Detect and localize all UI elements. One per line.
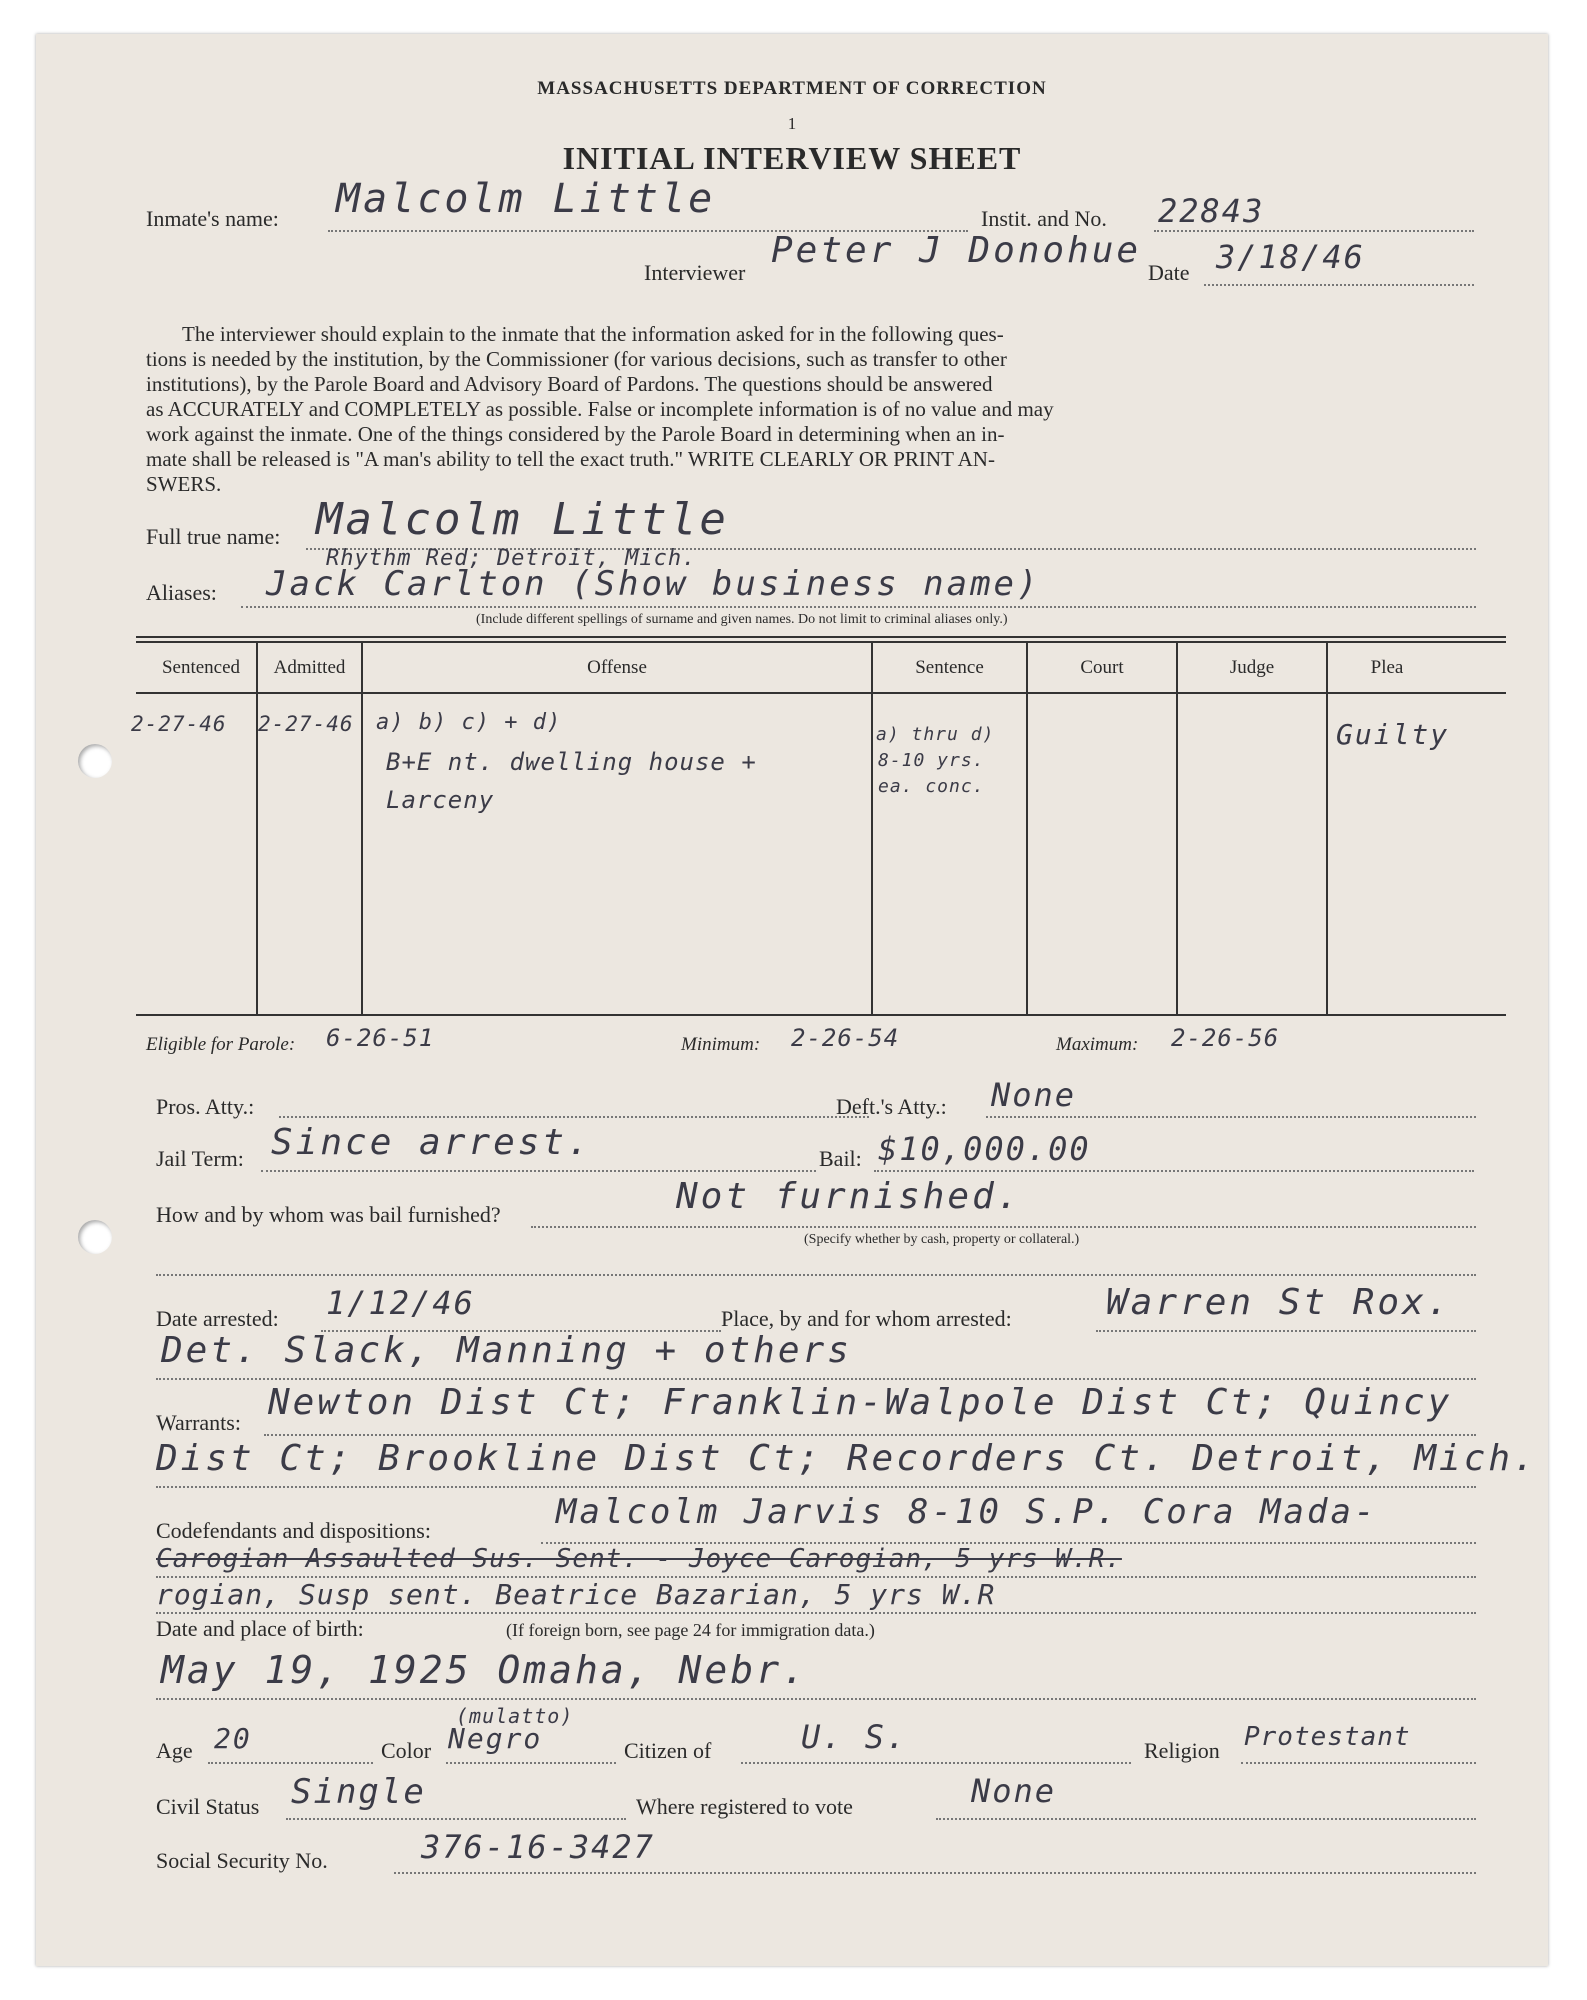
admitted-value: 2-27-46: [258, 712, 354, 736]
inmate-name-value: Malcolm Little: [336, 176, 716, 222]
vote-value: None: [971, 1772, 1057, 1810]
warrants-line-2: [156, 1486, 1476, 1488]
instit-line: [1154, 230, 1474, 232]
table-top-border-double: [136, 641, 1506, 643]
bail-furnished-label: How and by whom was bail furnished?: [156, 1202, 501, 1227]
defts-atty-line: [986, 1116, 1476, 1118]
date-label: Date: [1148, 260, 1190, 285]
page-number: 1: [787, 114, 797, 133]
place-arrested-line: [1096, 1330, 1476, 1332]
instructions-line: The interviewer should explain to the inmate that the information asked for in the following ques-: [182, 322, 1004, 346]
minimum-value: 2-26-54: [791, 1024, 900, 1052]
sentenced-value: 2-27-46: [131, 712, 227, 736]
codefendants-line-3: [156, 1612, 1476, 1614]
sentence-value-line1: a) thru d): [876, 724, 995, 745]
color-value: Negro: [448, 1722, 543, 1755]
col-divider-4: [1026, 642, 1028, 1014]
col-header-sentence: Sentence: [915, 657, 984, 678]
eligible-parole-value: 6-26-51: [326, 1024, 435, 1052]
age-value: 20: [214, 1722, 252, 1755]
pros-atty-label: Pros. Atty.:: [156, 1094, 255, 1119]
sentence-value-line2: 8-10 yrs.: [878, 750, 985, 771]
maximum-label: Maximum:: [1056, 1034, 1139, 1055]
aliases-value-line2: Jack Carlton (Show business name): [266, 564, 1041, 604]
date-line: [1204, 284, 1474, 286]
ssn-value: 376-16-3427: [421, 1828, 655, 1866]
minimum-label: Minimum:: [681, 1034, 761, 1055]
jail-term-line: [261, 1170, 816, 1172]
punch-hole-bottom: [78, 1220, 112, 1254]
offense-value-line2: B+E nt. dwelling house +: [386, 748, 757, 776]
maximum-value: 2-26-56: [1171, 1024, 1280, 1052]
vote-line: [936, 1818, 1476, 1820]
form-title: INITIAL INTERVIEW SHEET: [562, 140, 1022, 176]
ssn-line: [394, 1872, 1476, 1874]
aliases-line: [241, 606, 1476, 608]
age-label: Age: [156, 1738, 193, 1763]
citizen-line: [741, 1762, 1131, 1764]
col-divider-5: [1176, 642, 1178, 1014]
warrants-value-1: Newton Dist Ct; Franklin-Walpole Dist Ct; Quincy: [268, 1382, 1453, 1423]
religion-value: Protestant: [1244, 1722, 1411, 1752]
full-name-value: Malcolm Little: [316, 494, 729, 545]
full-name-label: Full true name:: [146, 524, 281, 549]
date-arrested-label: Date arrested:: [156, 1306, 279, 1331]
table-bottom-border: [136, 1014, 1506, 1016]
instructions-paragraph: [146, 322, 1486, 497]
col-header-offense: Offense: [587, 657, 647, 678]
jail-term-label: Jail Term:: [156, 1146, 244, 1171]
col-header-court: Court: [1080, 657, 1124, 678]
civil-status-line: [286, 1818, 626, 1820]
place-arrested-value-2: Det. Slack, Manning + others: [161, 1330, 852, 1371]
bail-furnished-line-2: [156, 1274, 1476, 1276]
instit-label: Instit. and No.: [981, 206, 1107, 231]
aliases-value-line1: Rhythm Red; Detroit, Mich.: [326, 546, 697, 571]
defts-atty-label: Deft.'s Atty.:: [836, 1094, 947, 1119]
instructions-line: institutions), by the Parole Board and Advisory Board of Pardons. The questions should be answered: [146, 372, 993, 396]
bail-value: $10,000.00: [878, 1130, 1091, 1168]
place-arrested-line-2: [156, 1378, 1476, 1380]
warrants-value-2: Dist Ct; Brookline Dist Ct; Recorders Ct. Detroit, Mich.: [156, 1438, 1538, 1479]
interviewer-label: Interviewer: [644, 260, 746, 285]
place-arrested-label: Place, by and for whom arrested:: [721, 1306, 1012, 1331]
inmate-name-label: Inmate's name:: [146, 206, 279, 231]
pros-atty-line: [279, 1116, 869, 1118]
age-line: [208, 1762, 373, 1764]
bail-furnished-value: Not furnished.: [676, 1176, 1022, 1217]
col-header-admitted: Admitted: [273, 657, 346, 678]
bail-line: [874, 1170, 1474, 1172]
col-divider-1: [256, 642, 258, 1014]
bail-furnished-note: (Specify whether by cash, property or collateral.): [804, 1232, 1080, 1247]
citizen-value: U. S.: [801, 1718, 908, 1756]
col-header-judge: Judge: [1229, 657, 1275, 678]
warrants-label: Warrants:: [156, 1410, 241, 1435]
col-divider-6: [1326, 642, 1328, 1014]
civil-status-value: Single: [291, 1772, 426, 1812]
aliases-note: (Include different spellings of surname and given names. Do not limit to criminal aliases only.): [476, 612, 1008, 627]
civil-status-label: Civil Status: [156, 1794, 260, 1819]
offense-value-line3: Larceny: [386, 786, 495, 814]
color-line: [446, 1762, 616, 1764]
instructions-line: mate shall be released is "A man's ability to tell the exact truth." WRITE CLEARLY OR PRINT AN-: [146, 447, 995, 471]
eligible-parole-label: Eligible for Parole:: [146, 1034, 296, 1055]
col-header-sentenced: Sentenced: [161, 657, 241, 678]
interviewer-signature: Peter J Donohue: [771, 230, 1142, 271]
col-divider-2: [361, 642, 363, 1014]
place-arrested-value-1: Warren St Rox.: [1106, 1282, 1452, 1323]
bail-label: Bail:: [819, 1146, 862, 1171]
codefendants-value-2: Carogian Assaulted Sus. Sent. - Joyce Carogian, 5 yrs W.R.: [156, 1544, 1122, 1574]
birth-line: [156, 1698, 1476, 1700]
vote-label: Where registered to vote: [636, 1794, 853, 1819]
bail-furnished-line: [531, 1226, 1476, 1228]
col-header-plea: Plea: [1370, 657, 1404, 678]
instructions-line: as ACCURATELY and COMPLETELY as possible. False or incomplete information is of no value and may: [146, 397, 1054, 421]
religion-line: [1241, 1762, 1476, 1764]
department-heading: MASSACHUSETTS DEPARTMENT OF CORRECTION: [537, 78, 1047, 99]
birth-note: (If foreign born, see page 24 for immigration data.): [506, 1620, 875, 1640]
codefendants-value-3: rogian, Susp sent. Beatrice Bazarian, 5 yrs W.R: [156, 1578, 996, 1611]
ssn-label: Social Security No.: [156, 1848, 328, 1873]
date-value: 3/18/46: [1216, 238, 1365, 276]
color-label: Color: [381, 1738, 432, 1763]
table-top-border: [136, 636, 1506, 638]
birth-label: Date and place of birth:: [156, 1616, 364, 1641]
jail-term-value: Since arrest.: [271, 1122, 592, 1163]
warrants-line: [264, 1434, 1476, 1436]
table-header-border: [136, 692, 1506, 694]
sentence-value-line3: ea. conc.: [878, 776, 985, 797]
codefendants-value-1: Malcolm Jarvis 8-10 S.P. Cora Mada-: [556, 1492, 1378, 1532]
punch-hole-top: [78, 744, 112, 778]
citizen-label: Citizen of: [624, 1738, 712, 1763]
instructions-line: tions is needed by the institution, by the Commissioner (for various decisions, such as transfer to other: [146, 347, 1007, 371]
document-page: [36, 34, 1548, 1966]
col-divider-3: [871, 642, 873, 1014]
instit-value: 22843: [1158, 192, 1265, 230]
instructions-line: SWERS.: [146, 472, 222, 496]
defts-atty-value: None: [991, 1076, 1077, 1114]
color-note: (mulatto): [456, 1704, 574, 1728]
codefendants-label: Codefendants and dispositions:: [156, 1518, 431, 1543]
instructions-line: work against the inmate. One of the things considered by the Parole Board in determining when an in-: [146, 422, 1005, 446]
aliases-label: Aliases:: [146, 580, 217, 605]
religion-label: Religion: [1144, 1738, 1220, 1763]
birth-value: May 19, 1925 Omaha, Nebr.: [161, 1648, 808, 1692]
plea-value: Guilty: [1336, 718, 1450, 751]
offense-value-line1: a) b) c) + d): [376, 710, 562, 735]
date-arrested-value: 1/12/46: [326, 1284, 475, 1322]
